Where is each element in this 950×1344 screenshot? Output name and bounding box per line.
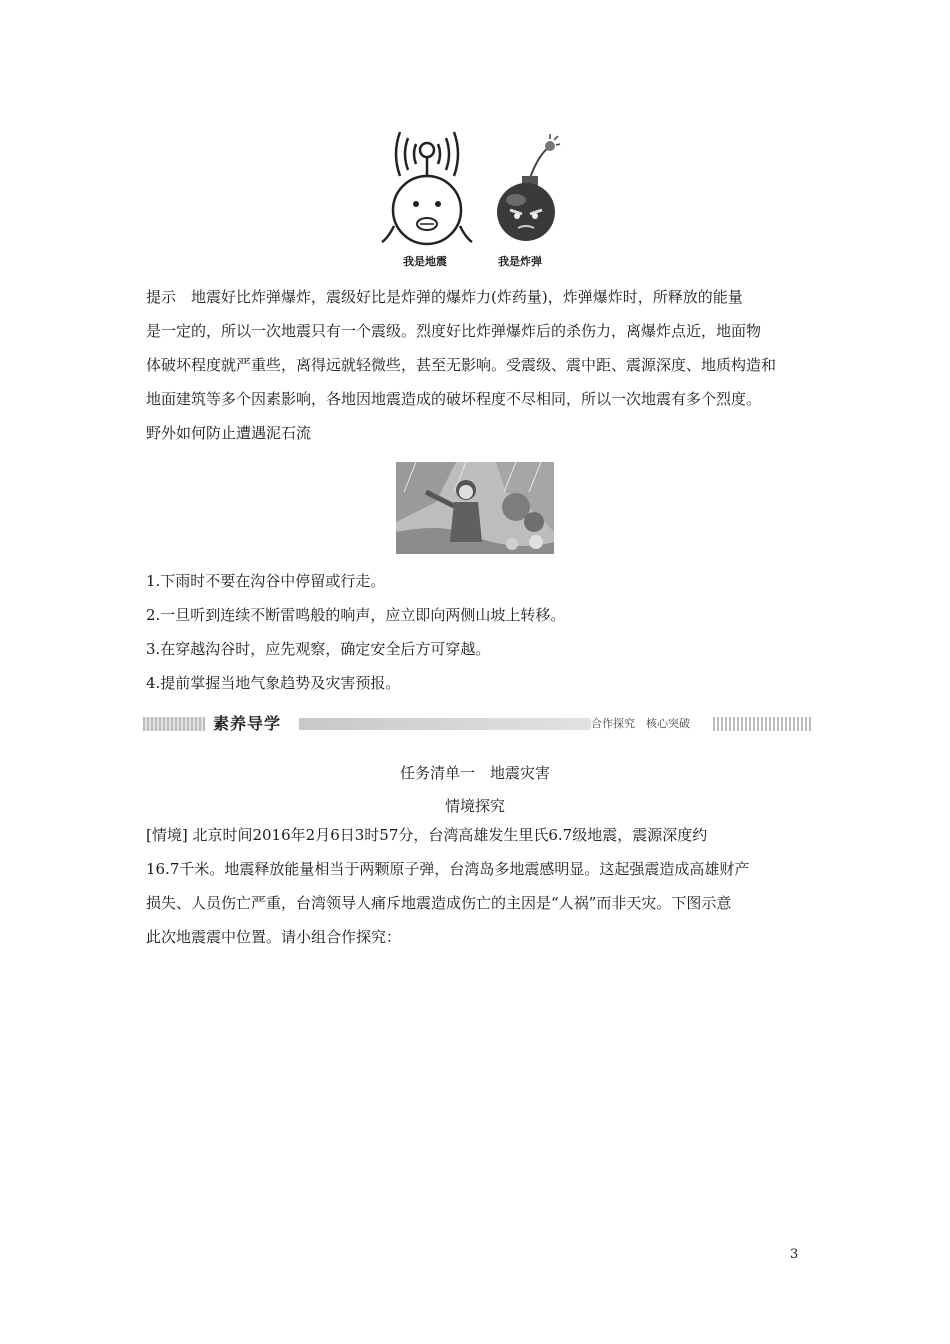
banner-title: 素养导学 bbox=[213, 714, 282, 733]
banner-stripes-left bbox=[143, 717, 205, 731]
banner-subtitle: 合作探究 核心突破 bbox=[591, 713, 711, 735]
list-item: 1.下雨时不要在沟谷中停留或行走。 bbox=[146, 572, 386, 590]
list-item: 2.一旦听到连续不断雷鸣般的响声，应立即向两侧山坡上转移。 bbox=[146, 606, 566, 624]
scenario-subtitle: 情境探究 bbox=[444, 797, 505, 815]
mudslide-illustration bbox=[396, 462, 554, 554]
scenario-line: 16.7千米。地震释放能量相当于两颗原子弹，台湾岛多地震感明显。这起强震造成高雄财产 bbox=[146, 860, 750, 878]
illustration-earthquake-bomb bbox=[380, 126, 570, 256]
scenario-line: [情境] 北京时间2016年2月6日3时57分，台湾高雄发生里氏6.7级地震，震源深度约 bbox=[146, 826, 708, 844]
hint-line: 是一定的，所以一次地震只有一个震级。烈度好比炸弹爆炸后的杀伤力，离爆炸点近，地面物 bbox=[146, 322, 762, 340]
section-banner bbox=[143, 713, 813, 735]
tips-list bbox=[146, 564, 826, 700]
hint-line: 地面建筑等多个因素影响，各地因地震造成的破坏程度不尽相同，所以一次地震有多个烈度。 bbox=[146, 390, 762, 408]
scenario-line: 损失、人员伤亡严重，台湾领导人痛斥地震造成伤亡的主因是“人祸”而非天灾。下图示意 bbox=[146, 894, 732, 912]
page-number: 3 bbox=[790, 1247, 799, 1262]
caption-earthquake: 我是地震 bbox=[403, 255, 447, 268]
list-item: 3.在穿越沟谷时，应先观察，确定安全后方可穿越。 bbox=[146, 640, 491, 658]
scenario-paragraph bbox=[146, 818, 826, 954]
list-item: 4.提前掌握当地气象趋势及灾害预报。 bbox=[146, 674, 401, 692]
banner-stripes-right bbox=[709, 717, 813, 731]
hint-paragraph bbox=[146, 280, 826, 450]
task-title: 任务清单一 地震灾害 bbox=[399, 764, 550, 782]
mudslide-heading: 野外如何防止遭遇泥石流 bbox=[146, 424, 312, 442]
hint-line: 体破坏程度就严重些，离得远就轻微些，甚至无影响。受震级、震中距、震源深度、地质构造和 bbox=[146, 356, 777, 374]
earthquake-character-icon bbox=[382, 176, 472, 244]
scenario-line: 此次地震震中位置。请小组合作探究： bbox=[146, 928, 402, 946]
caption-bomb: 我是炸弹 bbox=[498, 255, 542, 268]
bomb-character-icon bbox=[497, 134, 560, 241]
hint-line: 提示 地震好比炸弹爆炸，震级好比是炸弹的爆炸力(炸药量)，炸弹爆炸时，所释放的能量 bbox=[146, 288, 743, 306]
